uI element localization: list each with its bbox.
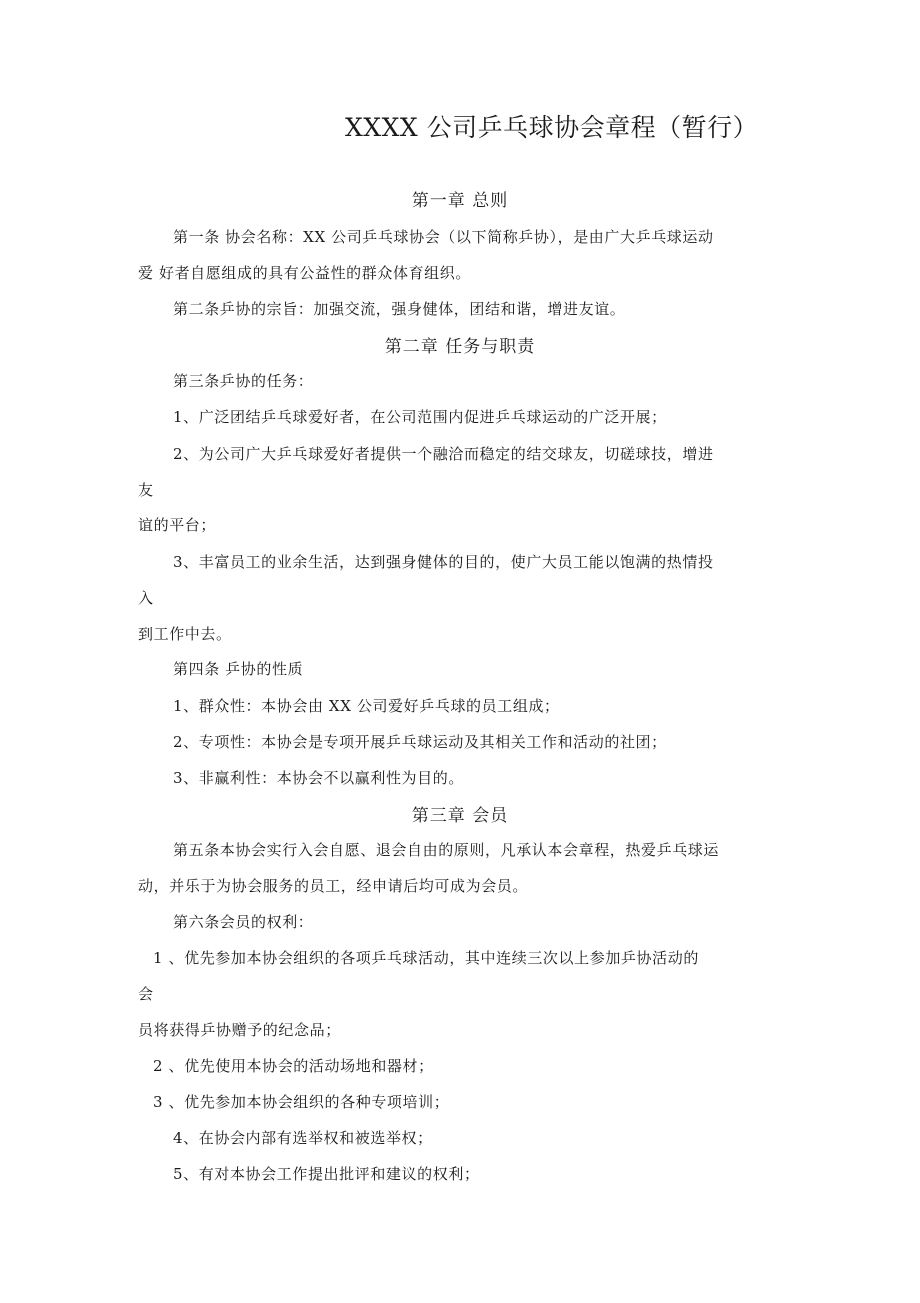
article-3-item-3-line-1: 3、丰富员工的业余生活，达到强身健体的目的，使广大员工能以饱满的热情投 bbox=[173, 553, 714, 571]
article-3-item-2-line-3: 谊的平台； bbox=[138, 516, 217, 534]
article-4: 第四条 乒协的性质 bbox=[173, 660, 304, 678]
article-5-line-1: 第五条本协会实行入会自愿、退会自由的原则，凡承认本会章程，热爱乒乓球运 bbox=[173, 841, 720, 859]
article-4-item-1: 1、群众性：本协会由 XX 公司爱好乒乓球的员工组成； bbox=[173, 697, 560, 715]
article-3-item-2-line-2: 友 bbox=[138, 481, 154, 499]
article-6-item-3: 3 、优先参加本协会组织的各种专项培训； bbox=[153, 1093, 450, 1111]
article-6-item-1-line-1: 1 、优先参加本协会组织的各项乒乓球活动，其中连续三次以上参加乒协活动的 bbox=[153, 949, 699, 967]
article-4-item-2: 2、专项性：本协会是专项开展乒乓球运动及其相关工作和活动的社团； bbox=[173, 733, 667, 751]
article-6-item-2: 2 、优先使用本协会的活动场地和器材； bbox=[153, 1057, 434, 1075]
article-3-item-3-line-3: 到工作中去。 bbox=[138, 625, 232, 643]
chapter-3-heading: 第三章 会员 bbox=[411, 806, 509, 826]
article-2: 第二条乒协的宗旨：加强交流，强身健体，团结和谐，增进友谊。 bbox=[173, 300, 626, 318]
article-4-item-3: 3、非赢利性：本协会不以赢利性为目的。 bbox=[173, 769, 464, 787]
article-6-item-1-line-2: 会 bbox=[138, 985, 154, 1003]
document-title: XXXX 公司乒乓球协会章程（暂行） bbox=[345, 113, 759, 142]
article-6-item-4: 4、在协会内部有选举权和被选举权； bbox=[173, 1129, 433, 1147]
article-3-item-2-line-1: 2、为公司广大乒乓球爱好者提供一个融洽而稳定的结交球友，切磋球技，增进 bbox=[173, 445, 714, 463]
chapter-2-heading: 第二章 任务与职责 bbox=[384, 337, 536, 357]
article-6-item-5: 5、有对本协会工作提出批评和建议的权利； bbox=[173, 1165, 480, 1183]
article-1-line-2: 爱 好者自愿组成的具有公益性的群众体育组织。 bbox=[138, 264, 471, 282]
article-3-item-1: 1、广泛团结乒乓球爱好者，在公司范围内促进乒乓球运动的广泛开展； bbox=[173, 408, 667, 426]
article-6: 第六条会员的权利： bbox=[173, 913, 314, 931]
article-3: 第三条乒协的任务： bbox=[173, 372, 314, 390]
article-6-item-1-line-3: 员将获得乒协赠予的纪念品； bbox=[138, 1021, 341, 1039]
article-1-line-1: 第一条 协会名称：XX 公司乒乓球协会（以下简称乒协），是由广大乒乓球运动 bbox=[173, 228, 714, 246]
article-3-item-3-line-2: 入 bbox=[138, 589, 154, 607]
chapter-1-heading: 第一章 总则 bbox=[411, 191, 509, 211]
article-5-line-2: 动，并乐于为协会服务的员工，经申请后均可成为会员。 bbox=[138, 877, 529, 895]
